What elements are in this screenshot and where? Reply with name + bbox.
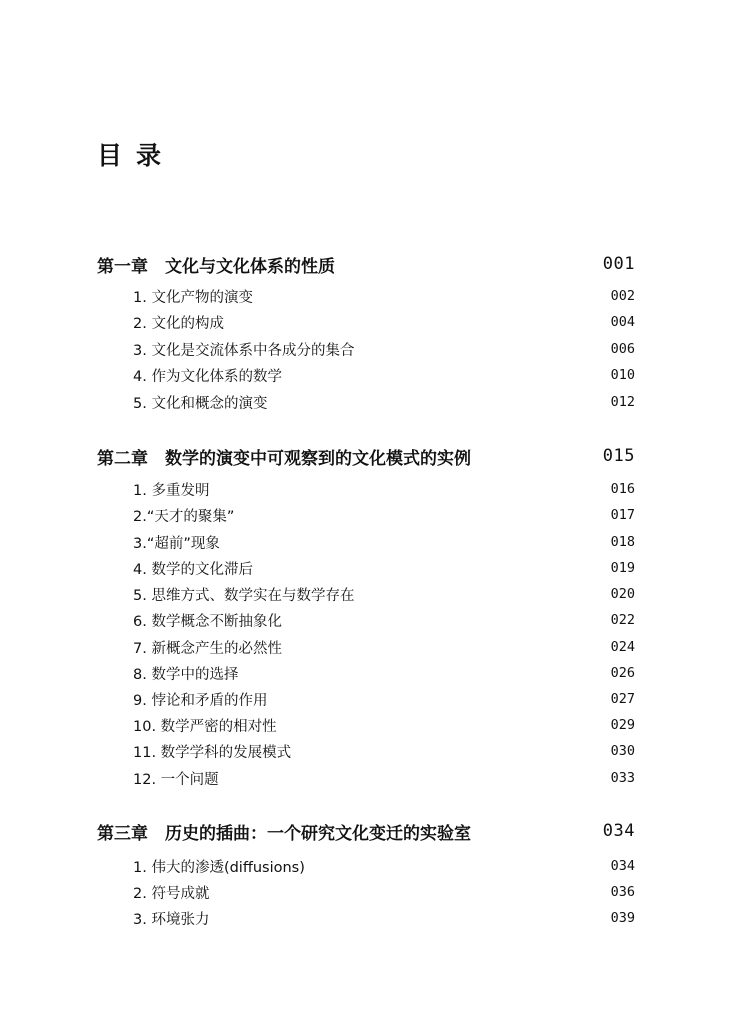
item-page-number: 039 (610, 910, 635, 926)
item-title: 11. 数学学科的发展模式 (133, 744, 292, 761)
toc-item[interactable] (133, 285, 635, 307)
item-title: 7. 新概念产生的必然性 (133, 640, 282, 657)
item-page-number: 006 (610, 341, 635, 357)
chapter-1-entry[interactable] (97, 252, 635, 276)
item-page-number: 020 (610, 586, 635, 602)
item-title: 10. 数学严密的相对性 (133, 718, 277, 735)
toc-item[interactable] (133, 504, 635, 526)
item-page-number: 012 (610, 394, 635, 410)
item-title: 5. 文化和概念的演变 (133, 395, 268, 412)
item-title: 3.“超前”现象 (133, 535, 220, 552)
item-page-number: 016 (610, 481, 635, 497)
item-page-number: 010 (610, 367, 635, 383)
chapter-title: 第三章 历史的插曲：一个研究文化变迁的实验室 (97, 823, 471, 844)
toc-item[interactable] (133, 662, 635, 684)
item-title: 3. 文化是交流体系中各成分的集合 (133, 342, 355, 359)
item-page-number: 017 (610, 507, 635, 523)
toc-item[interactable] (133, 767, 635, 789)
item-title: 9. 悖论和矛盾的作用 (133, 692, 268, 709)
item-title: 1. 多重发明 (133, 482, 210, 499)
item-page-number: 002 (610, 288, 635, 304)
toc-item[interactable] (133, 688, 635, 710)
chapter-page-number: 015 (602, 446, 635, 466)
toc-item[interactable] (133, 907, 635, 929)
item-page-number: 030 (610, 743, 635, 759)
item-title: 2.“天才的聚集” (133, 508, 235, 525)
chapter-page-number: 034 (602, 821, 635, 841)
item-title: 4. 数学的文化滞后 (133, 561, 253, 578)
item-title: 4. 作为文化体系的数学 (133, 368, 282, 385)
item-page-number: 004 (610, 314, 635, 330)
toc-item[interactable] (133, 364, 635, 386)
toc-item[interactable] (133, 583, 635, 605)
chapter-3-entry[interactable] (97, 819, 635, 843)
toc-item[interactable] (133, 478, 635, 500)
toc-item[interactable] (133, 609, 635, 631)
item-page-number: 027 (610, 691, 635, 707)
item-title: 12. 一个问题 (133, 771, 219, 788)
toc-item[interactable] (133, 391, 635, 413)
item-title: 2. 文化的构成 (133, 315, 224, 332)
chapter-2-entry[interactable] (97, 444, 635, 468)
item-title: 2. 符号成就 (133, 885, 210, 902)
toc-item[interactable] (133, 557, 635, 579)
item-title: 1. 伟大的渗透(diffusions) (133, 859, 305, 876)
item-page-number: 024 (610, 639, 635, 655)
toc-item[interactable] (133, 311, 635, 333)
item-page-number: 022 (610, 612, 635, 628)
item-page-number: 019 (610, 560, 635, 576)
item-title: 8. 数学中的选择 (133, 666, 239, 683)
item-page-number: 034 (610, 858, 635, 874)
item-title: 5. 思维方式、数学实在与数学存在 (133, 587, 355, 604)
toc-item[interactable] (133, 881, 635, 903)
item-title: 1. 文化产物的演变 (133, 289, 253, 306)
chapter-title: 第二章 数学的演变中可观察到的文化模式的实例 (97, 448, 471, 469)
toc-title: 目录 (97, 141, 176, 170)
item-page-number: 029 (610, 717, 635, 733)
chapter-title: 第一章 文化与文化体系的性质 (97, 256, 335, 277)
toc-item[interactable] (133, 740, 635, 762)
toc-item[interactable] (133, 338, 635, 360)
item-title: 3. 环境张力 (133, 911, 210, 928)
item-title: 6. 数学概念不断抽象化 (133, 613, 282, 630)
toc-item[interactable] (133, 855, 635, 877)
item-page-number: 026 (610, 665, 635, 681)
toc-item[interactable] (133, 636, 635, 658)
item-page-number: 036 (610, 884, 635, 900)
item-page-number: 018 (610, 534, 635, 550)
chapter-page-number: 001 (602, 254, 635, 274)
toc-item[interactable] (133, 531, 635, 553)
toc-item[interactable] (133, 714, 635, 736)
item-page-number: 033 (610, 770, 635, 786)
